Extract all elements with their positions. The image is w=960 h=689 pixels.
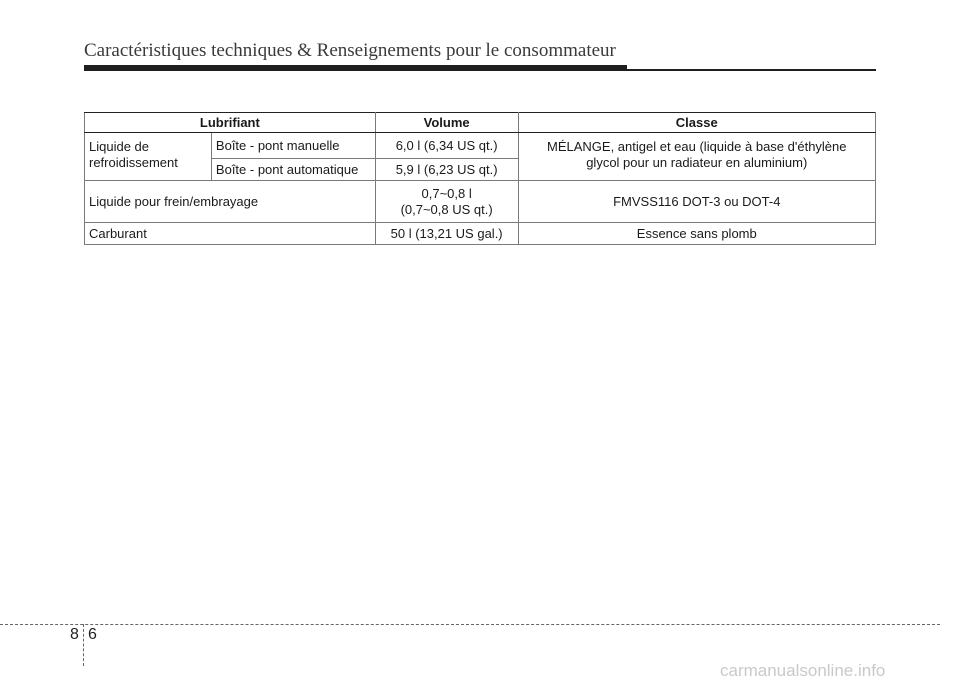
automatic-transaxle-volume: 5,9 l (6,23 US qt.) [375,159,518,181]
fuel-class: Essence sans plomb [518,223,875,245]
footer-dashed-divider [83,624,84,666]
coolant-label: Liquide de refroidissement [85,133,212,181]
page-number-page: 6 [88,626,97,643]
brake-fluid-volume-line1: 0,7~0,8 l [421,185,472,201]
brake-fluid-volume [375,181,518,223]
page-title: Caractéristiques techniques & Renseignements pour le consommateur [84,40,616,61]
column-header-lubricant: Lubrifiant [85,113,376,133]
coolant-class: MÉLANGE, antigel et eau (liquide à base d'éthylène glycol pour un radiateur en aluminium) [518,133,875,181]
table-row [85,223,876,245]
watermark-text: carmanualsonline.info [720,661,886,680]
automatic-transaxle-label: Boîte - pont automatique [211,159,375,181]
lubricant-table [84,112,876,245]
brake-fluid-label: Liquide pour frein/embrayage [85,181,376,223]
page-number-section: 8 [70,626,79,643]
table-header-row [85,113,876,133]
header-rule-thick [84,65,627,71]
brake-fluid-class: FMVSS116 DOT-3 ou DOT-4 [518,181,875,223]
brake-fluid-volume-line2: (0,7~0,8 US qt.) [400,201,493,217]
table-row [85,133,876,159]
table-row [85,181,876,223]
header-rule-thin [627,69,876,71]
manual-transaxle-volume: 6,0 l (6,34 US qt.) [375,133,518,159]
column-header-volume: Volume [375,113,518,133]
column-header-class: Classe [518,113,875,133]
fuel-volume: 50 l (13,21 US gal.) [375,223,518,245]
footer-dashed-line [0,624,940,625]
fuel-label: Carburant [85,223,376,245]
manual-transaxle-label: Boîte - pont manuelle [211,133,375,159]
